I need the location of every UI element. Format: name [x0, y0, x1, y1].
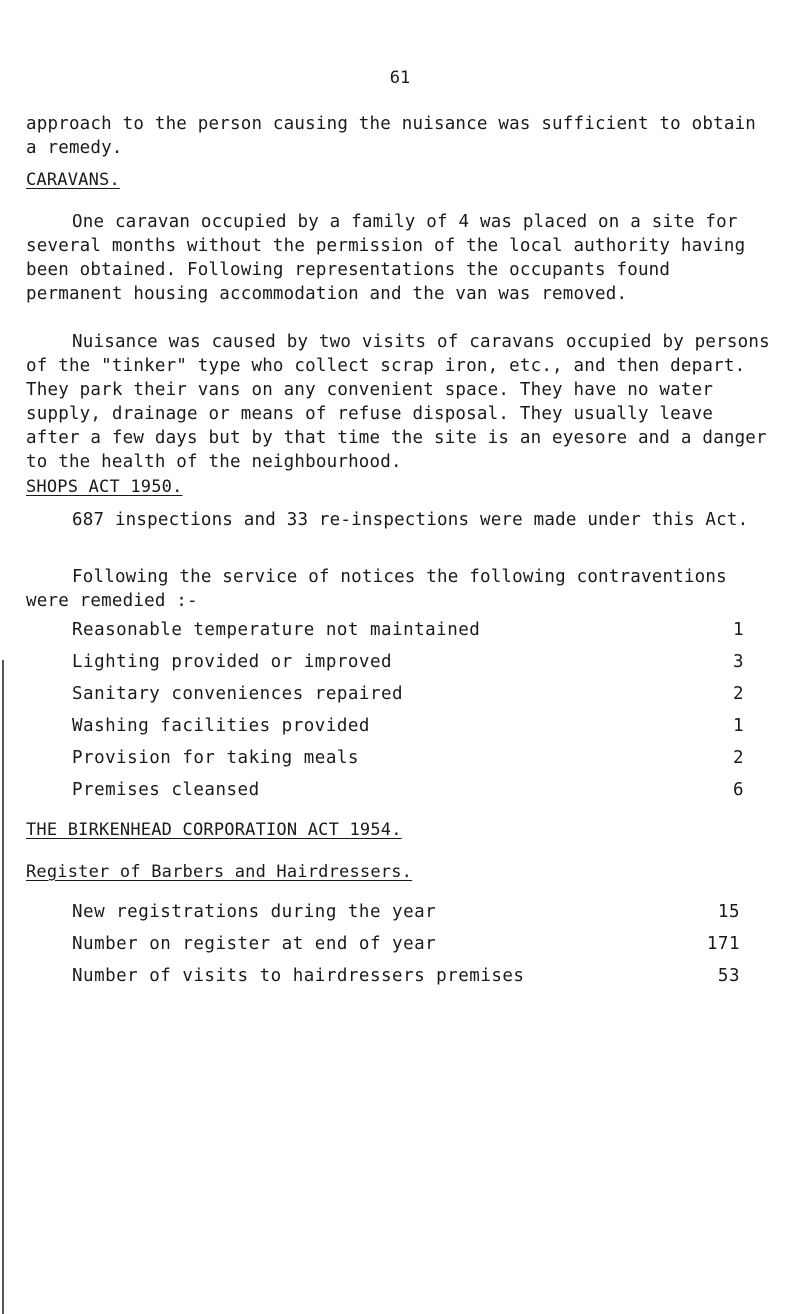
contravention-label: Premises cleansed [72, 780, 260, 800]
scan-edge-mark [2, 660, 4, 1314]
register-count: 53 [717, 966, 740, 986]
birkenhead-act-heading: THE BIRKENHEAD CORPORATION ACT 1954. [26, 820, 402, 840]
contravention-count: 1 [732, 620, 744, 640]
register-row [72, 966, 740, 990]
register-row [72, 934, 740, 958]
register-label: Number of visits to hairdressers premises [72, 966, 525, 986]
contravention-count: 2 [732, 684, 744, 704]
contravention-count: 1 [732, 716, 744, 736]
page-number: 61 [389, 68, 411, 88]
register-label: New registrations during the year [72, 902, 437, 922]
contravention-row [72, 748, 744, 772]
contravention-count: 2 [732, 748, 744, 768]
shops-contraventions-paragraph: Following the service of notices the following contraventions were remedied :- [26, 567, 727, 611]
contravention-row [72, 716, 744, 740]
caravans-heading: CARAVANS. [26, 170, 120, 190]
contravention-label: Washing facilities provided [72, 716, 370, 736]
register-label: Number on register at end of year [72, 934, 437, 954]
register-count: 171 [706, 934, 740, 954]
contravention-row [72, 652, 744, 676]
contravention-row [72, 780, 744, 804]
shops-act-heading: SHOPS ACT 1950. [26, 477, 183, 497]
contravention-count: 6 [732, 780, 744, 800]
contravention-label: Reasonable temperature not maintained [72, 620, 481, 640]
caravans-paragraph-1: One caravan occupied by a family of 4 was placed on a site for several months without the permission of the local authority having been obtained. Following representations the occupants found permanent housing accommodation and the van was removed. [26, 212, 746, 304]
intro-paragraph: approach to the person causing the nuisance was sufficient to obtain a remedy. [26, 114, 757, 158]
barbers-register-heading: Register of Barbers and Hairdressers. [26, 862, 413, 882]
contravention-count: 3 [732, 652, 744, 672]
caravans-paragraph-2: Nuisance was caused by two visits of caravans occupied by persons of the "tinker" type who collect scrap iron, etc., and then depart. They park their vans on any convenient space. They have no water supply, drainage or means of refuse disposal. They usually leave after a few days but by that time the site is an eyesore and a danger to the health of the neighbourhood. [26, 332, 770, 472]
shops-inspections-paragraph: 687 inspections and 33 re-inspections were made under this Act. [72, 510, 749, 530]
contravention-label: Sanitary conveniences repaired [72, 684, 404, 704]
contravention-row [72, 684, 744, 708]
contravention-label: Lighting provided or improved [72, 652, 393, 672]
register-row [72, 902, 740, 926]
register-count: 15 [717, 902, 740, 922]
contravention-label: Provision for taking meals [72, 748, 359, 768]
contravention-row [72, 620, 744, 644]
